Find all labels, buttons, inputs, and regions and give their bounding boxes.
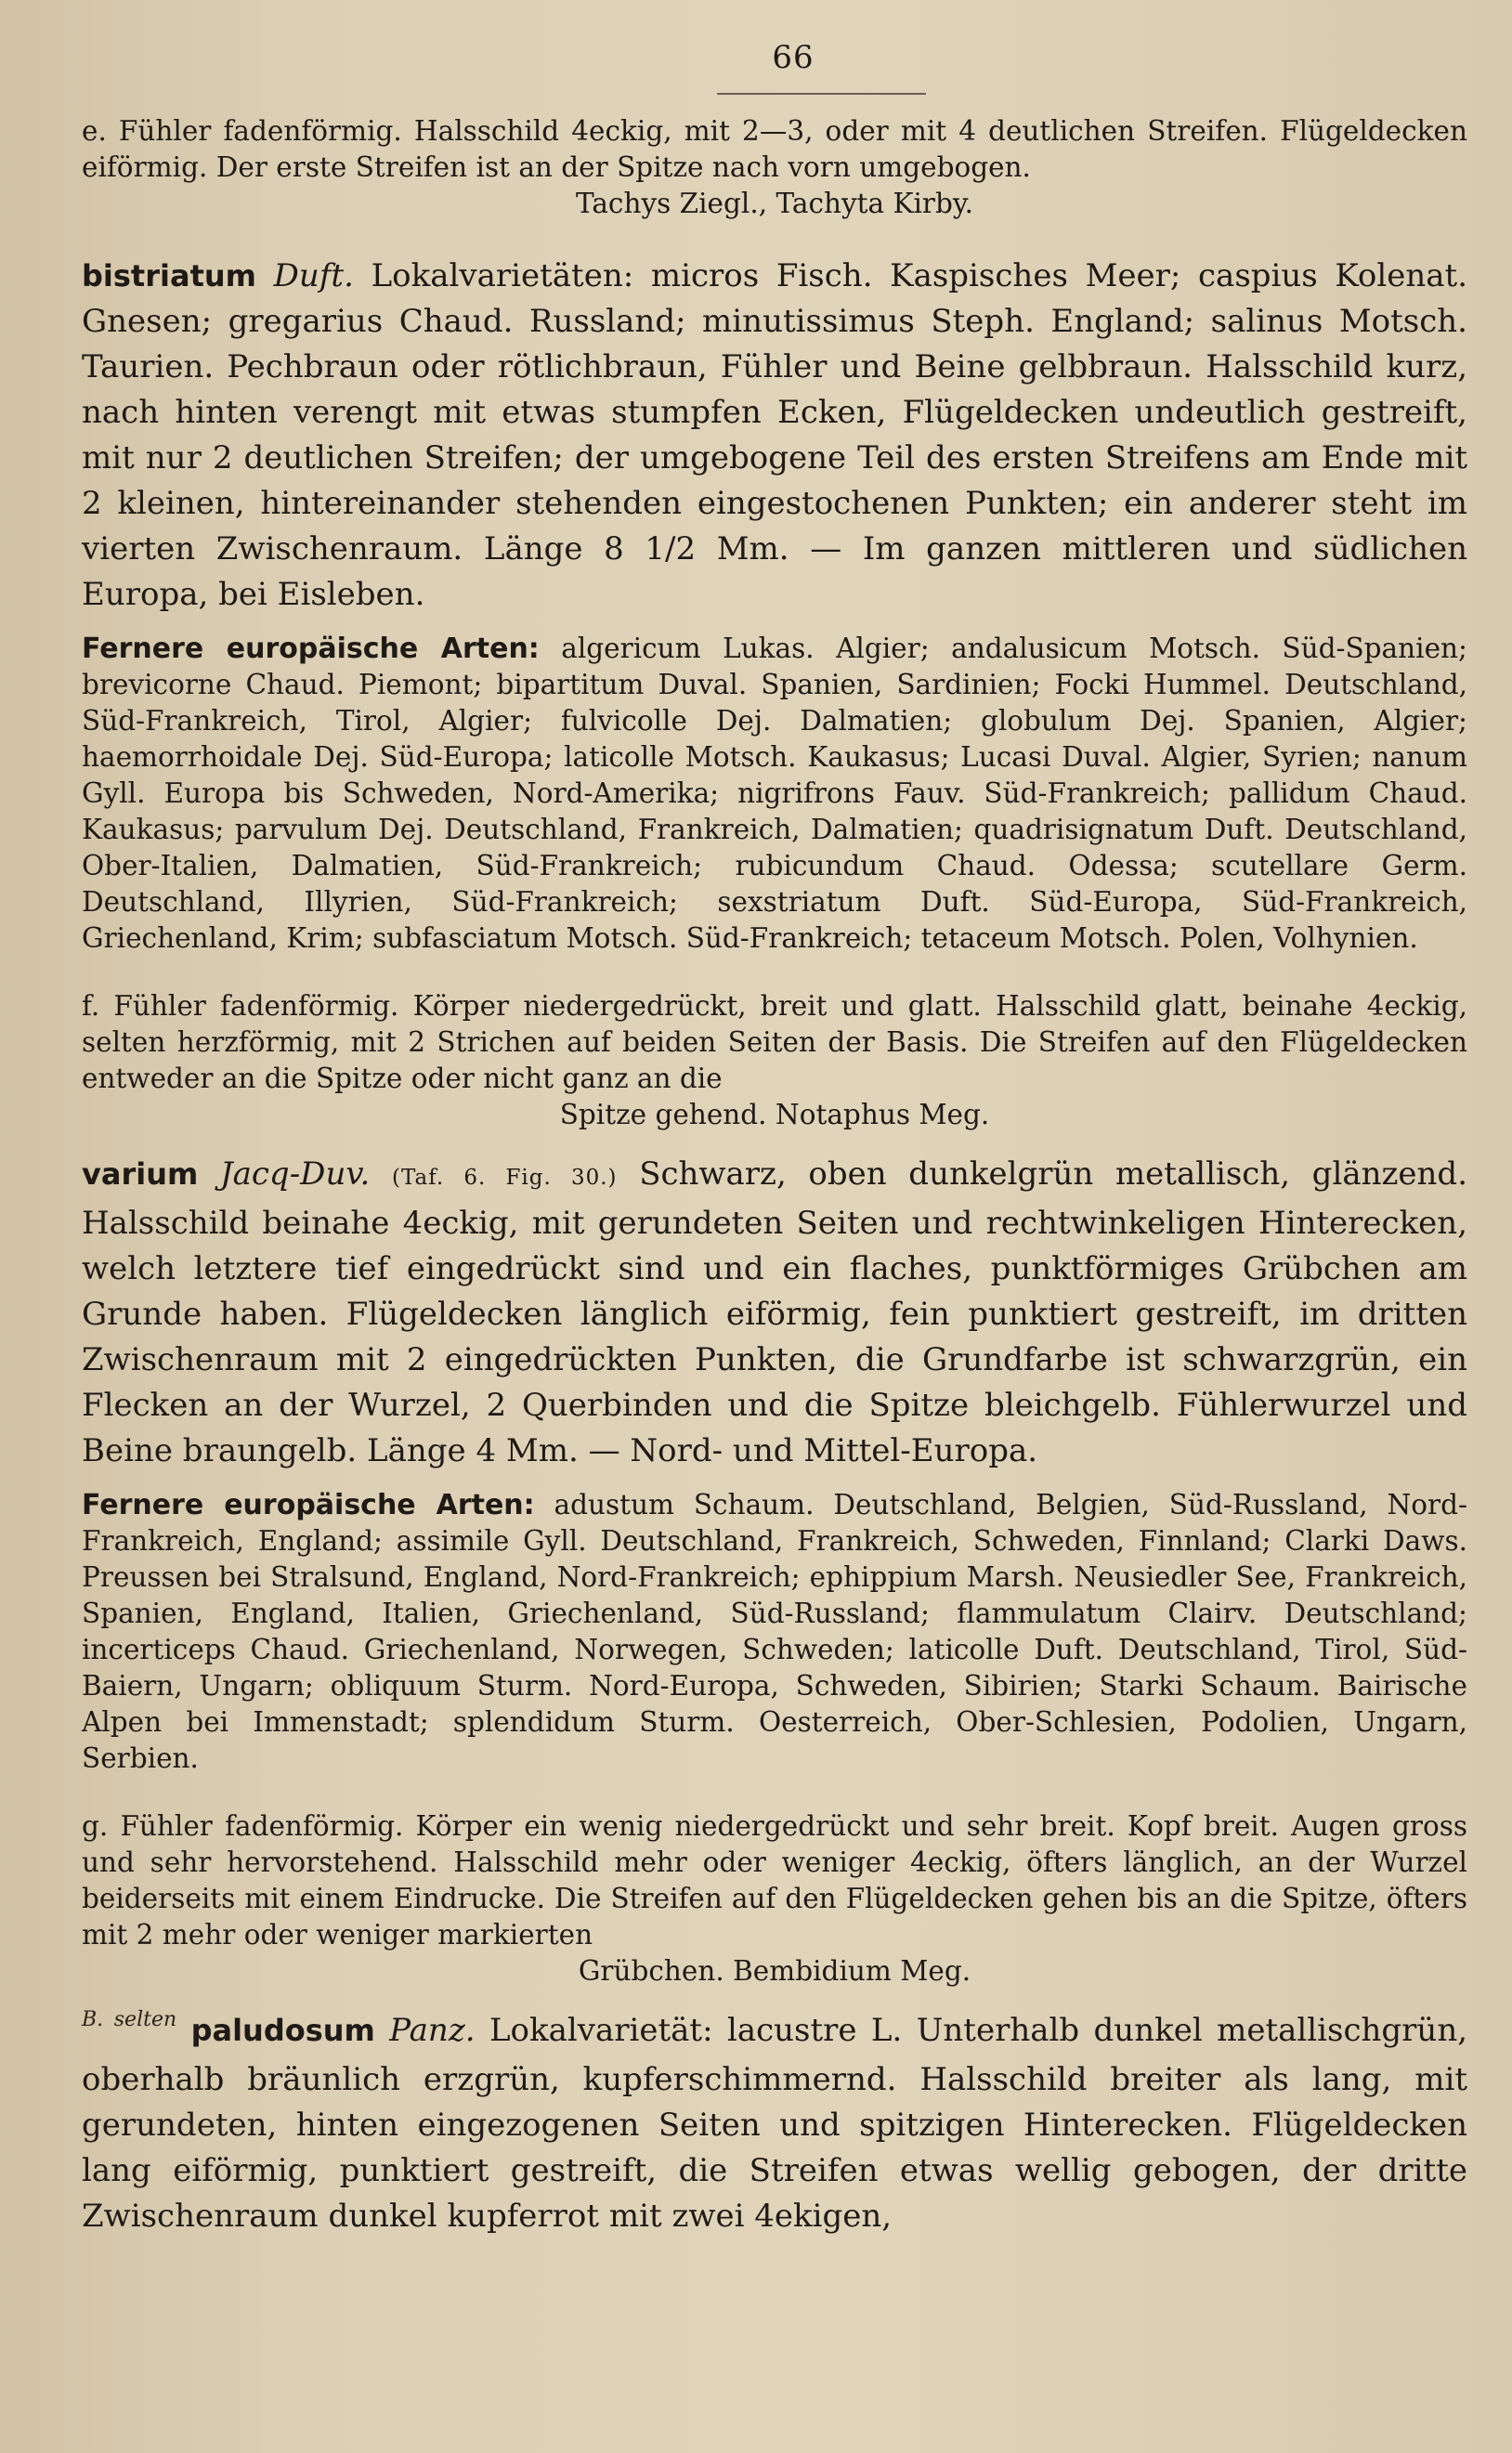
genus-g: Grübchen. Bembidium Meg.: [578, 1955, 971, 1987]
other-species-label: Fernere europäische Arten:: [82, 1489, 535, 1521]
species-description: Lokalvarietät: lacustre L. Unterhalb dunkel metallischgrün, oberhalb bräunlich erzgrün, kupferschimmernd. Halsschild breiter als lang, mit gerundeten, hinten eingezogenen Seiten und spitzigen Hinterecken. Flügeldecken lang eiförmig, punktiert gestreift, die Streifen etwas wellig gebogen, der dritte Zwischenraum dunkel kupferrot mit zwei 4ekigen,: [82, 2012, 1468, 2235]
other-species-e: [82, 631, 1467, 957]
species-name: varium: [82, 1156, 199, 1192]
species-name: bistriatum: [82, 258, 256, 294]
key-f: f. Fühler fadenförmig. Körper niedergedrückt, breit und glatt. Halsschild glatt, beinahe 4eckig, selten herzförmig, mit 2 Strichen auf beiden Seiten der Basis. Die Streifen auf den Flügeldecken entweder an die Spitze oder nicht ganz an die: [82, 990, 1467, 1094]
other-species-label: Fernere europäische Arten:: [82, 633, 540, 665]
species-varium: [82, 1152, 1467, 1474]
key-e: e. Fühler fadenförmig. Halsschild 4eckig, mit 2—3, oder mit 4 deutlichen Streifen. Flügeldecken eiförmig. Der erste Streifen ist an der Spitze nach vorn umgebogen.: [82, 115, 1467, 183]
page-number: 66: [772, 39, 815, 76]
handwritten-note: B. selten: [82, 2008, 177, 2031]
header-rule: [717, 93, 926, 95]
species-author: Duft.: [273, 257, 354, 294]
species-paludosum: [82, 2008, 1467, 2239]
species-bistriatum: [82, 254, 1467, 618]
species-description: Lokalvarietäten: micros Fisch. Kaspisches Meer; caspius Kolenat. Gnesen; gregarius Chaud. Russland; minutissimus Steph. England; salinus Motsch. Taurien. Pechbraun oder rötlichbraun, Fühler und Beine gelbbraun. Halsschild kurz, nach hinten verengt mit etwas stumpfen Ecken, Flügeldecken undeutlich gestreift, mit nur 2 deutlichen Streifen; der umgebogene Teil des ersten Streifens am Ende mit 2 kleinen, hintereinander stehenden eingestochenen Punkten; ein anderer steht im vierten Zwischenraum. Länge 8 1/2 Mm. — Im ganzen mittleren und südlichen Europa, bei Eisleben.: [82, 257, 1468, 613]
key-g: g. Fühler fadenförmig. Körper ein wenig niedergedrückt und sehr breit. Kopf breit. Augen gross und sehr hervorstehend. Halsschild mehr oder weniger 4eckig, öfters länglich, an der Wurzel beiderseits mit einem Eindrucke. Die Streifen auf den Flügeldecken gehen bis an die Spitze, öfters mit 2 mehr oder weniger markierten: [82, 1810, 1467, 1951]
genus-f: Spitze gehend. Notaphus Meg.: [559, 1099, 990, 1130]
other-species-list: algericum Lukas. Algier; andalusicum Motsch. Süd-Spanien; brevicorne Chaud. Piemont; bipartitum Duval. Spanien, Sardinien; Focki Hummel. Deutschland, Süd-Frankreich, Tirol, Algier; fulvicolle Dej. Dalmatien; globulum Dej. Spanien, Algier; haemorrhoidale Dej. Süd-Europa; laticolle Motsch. Kaukasus; Lucasi Duval. Algier, Syrien; nanum Gyll. Europa bis Schweden, Nord-Amerika; nigrifrons Fauv. Süd-Frankreich; pallidum Chaud. Kaukasus; parvulum Dej. Deutschland, Frankreich, Dalmatien; quadrisignatum Duft. Deutschland, Ober-Italien, Dalmatien, Süd-Frankreich; rubicundum Chaud. Odessa; scutellare Germ. Deutschland, Illyrien, Süd-Frankreich; sexstriatum Duft. Süd-Europa, Süd-Frankreich, Griechenland, Krim; subfasciatum Motsch. Süd-Frankreich; tetaceum Motsch. Polen, Volhynien.: [82, 633, 1467, 954]
other-species-f: [82, 1487, 1467, 1777]
species-author: Jacq-Duv.: [219, 1155, 371, 1193]
genus-e: Tachys Ziegl., Tachyta Kirby.: [575, 188, 974, 219]
plate-reference: (Taf. 6. Fig. 30.): [391, 1166, 618, 1190]
species-author: Panz.: [389, 2012, 476, 2049]
species-description: Schwarz, oben dunkelgrün metallisch, glänzend. Halsschild beinahe 4eckig, mit gerundeten Seiten und rechtwinkeligen Hinterecken, welch letztere tief eingedrückt sind und ein flaches, punktförmiges Grübchen am Grunde haben. Flügeldecken länglich eiförmig, fein punktiert gestreift, im dritten Zwischenraum mit 2 eingedrückten Punkten, die Grundfarbe ist schwarzgrün, ein Flecken an der Wurzel, 2 Querbinden und die Spitze bleichgelb. Fühlerwurzel und Beine braungelb. Länge 4 Mm. — Nord- und Mittel-Europa.: [82, 1155, 1467, 1469]
species-name: paludosum: [190, 2013, 375, 2048]
other-species-list: adustum Schaum. Deutschland, Belgien, Süd-Russland, Nord-Frankreich, England; assimile Gyll. Deutschland, Frankreich, Schweden, Finnland; Clarki Daws. Preussen bei Stralsund, England, Nord-Frankreich; ephippium Marsh. Neusiedler See, Frankreich, Spanien, England, Italien, Griechenland, Süd-Russland; flammulatum Clairv. Deutschland; incerticeps Chaud. Griechenland, Norwegen, Schweden; laticolle Duft. Deutschland, Tirol, Süd-Baiern, Ungarn; obliquum Sturm. Nord-Europa, Schweden, Sibirien; Starki Schaum. Bairische Alpen bei Immenstadt; splendidum Sturm. Oesterreich, Ober-Schlesien, Podolien, Ungarn, Serbien.: [82, 1489, 1467, 1774]
